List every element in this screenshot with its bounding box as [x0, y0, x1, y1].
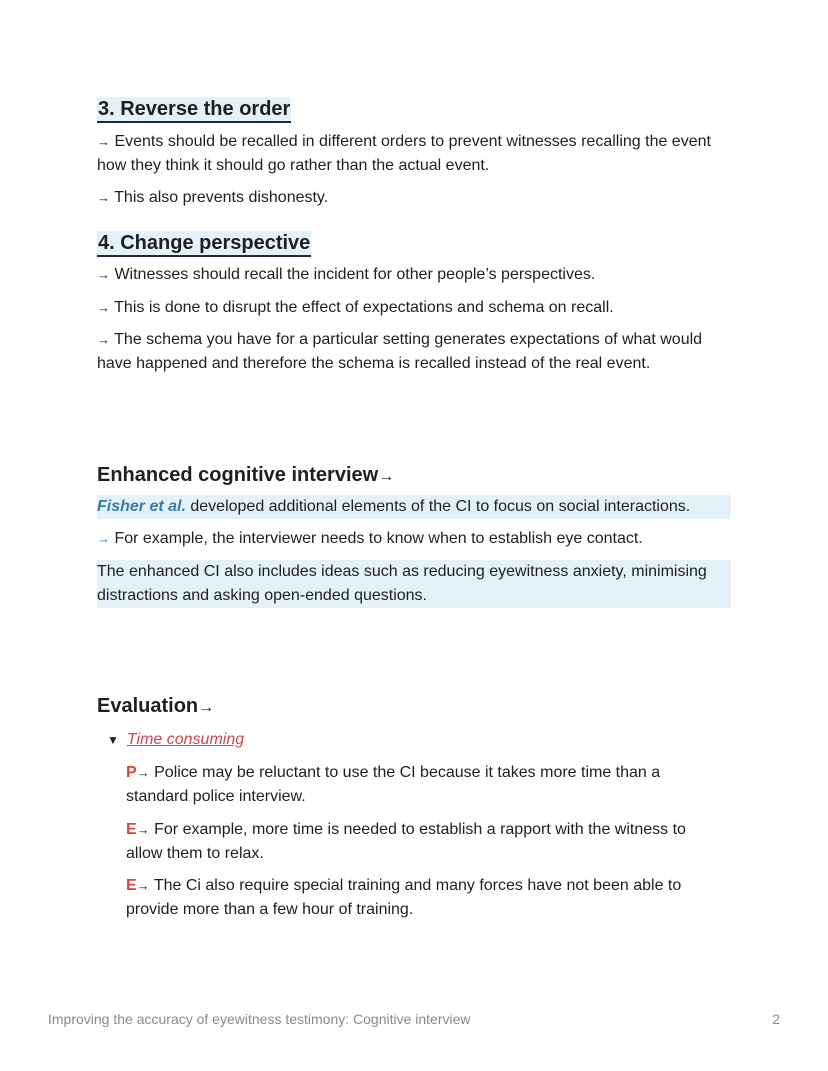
perspective-text-1: Witnesses should recall the incident for other people’s perspectives.	[114, 266, 596, 283]
point-item	[126, 761, 706, 809]
arrow-icon: →	[136, 878, 150, 893]
evaluation-heading	[97, 693, 214, 721]
evidence-text-2: The Ci also require special training and many forces have not been able to provide more than a few hour of training.	[126, 877, 682, 918]
enhanced-summary-paragraph: The enhanced CI also includes ideas such as reducing eyewitness anxiety, minimising distractions and asking open-ended questions.	[97, 560, 731, 608]
point-letter: P	[126, 764, 137, 781]
arrow-icon: →	[97, 300, 110, 315]
arrow-icon: →	[97, 531, 110, 546]
arrow-icon: →	[97, 134, 110, 149]
reverse-order-heading: 3. Reverse the order	[97, 97, 291, 123]
arrow-icon: →	[97, 190, 110, 205]
arrow-icon: →	[136, 765, 150, 780]
eye-contact-paragraph	[97, 527, 731, 551]
perspective-paragraph-1	[97, 263, 731, 287]
reverse-order-text-1: Events should be recalled in different orders to prevent witnesses recalling the event how they think it should go rather than the actual event.	[97, 133, 711, 174]
arrow-icon: →	[136, 822, 150, 837]
enhanced-ci-heading	[97, 462, 394, 490]
perspective-paragraph-3	[97, 328, 731, 376]
fisher-paragraph	[97, 495, 731, 519]
evidence-item-1	[126, 818, 706, 866]
reverse-order-paragraph-1	[97, 130, 731, 178]
perspective-text-3: The schema you have for a particular setting generates expectations of what would have happened and therefore the schema is recalled instead of the real event.	[97, 331, 703, 372]
time-consuming-toggle[interactable]	[107, 728, 244, 752]
arrow-icon: →	[378, 468, 395, 485]
evaluation-heading-text: Evaluation	[97, 695, 199, 717]
time-consuming-label[interactable]: Time consuming	[126, 731, 245, 748]
fisher-reference: Fisher et al.	[97, 498, 186, 515]
enhanced-ci-heading-text: Enhanced cognitive interview	[97, 464, 379, 486]
page-number: 2	[772, 1011, 780, 1027]
perspective-paragraph-2	[97, 296, 731, 320]
evidence-letter-2: E	[126, 877, 137, 894]
perspective-text-2: This is done to disrupt the effect of expectations and schema on recall.	[114, 299, 614, 316]
arrow-icon: →	[97, 332, 110, 347]
triangle-down-icon[interactable]: ▼	[107, 733, 119, 747]
fisher-text: developed additional elements of the CI to focus on social interactions.	[185, 498, 691, 515]
evidence-item-2	[126, 874, 706, 922]
reverse-order-paragraph-2	[97, 186, 731, 210]
arrow-icon: →	[198, 699, 215, 716]
eye-contact-text: For example, the interviewer needs to know when to establish eye contact.	[114, 530, 643, 547]
change-perspective-heading: 4. Change perspective	[97, 231, 311, 257]
reverse-order-text-2: This also prevents dishonesty.	[114, 189, 329, 206]
evidence-text-1: For example, more time is needed to establish a rapport with the witness to allow them to relax.	[126, 821, 686, 862]
footer-title: Improving the accuracy of eyewitness testimony: Cognitive interview	[48, 1011, 471, 1027]
evidence-letter-1: E	[126, 821, 137, 838]
point-text: Police may be reluctant to use the CI because it takes more time than a standard police interview.	[126, 764, 661, 805]
arrow-icon: →	[97, 267, 110, 282]
